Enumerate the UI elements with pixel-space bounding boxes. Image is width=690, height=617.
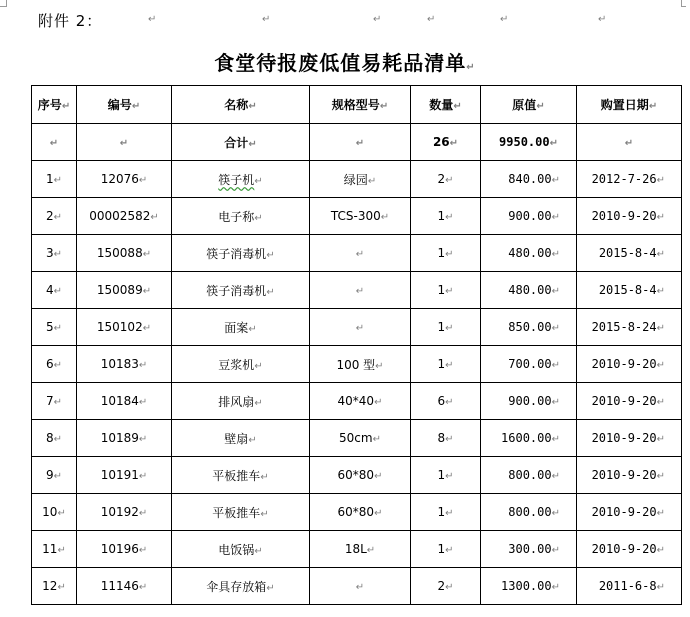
table-row <box>32 346 682 383</box>
date-cell: 2010-9-20↵ <box>577 531 682 568</box>
spec-cell: 60*80↵ <box>310 494 411 531</box>
name-cell: 电子称↵ <box>172 198 310 235</box>
paragraph-mark: ↵ <box>427 14 436 25</box>
code-cell: 10184↵ <box>77 383 172 420</box>
code-cell: 10183↵ <box>77 346 172 383</box>
value-cell: 700.00↵ <box>481 346 577 383</box>
paragraph-mark: ↵ <box>148 14 157 25</box>
table-row <box>32 494 682 531</box>
name-cell: 面案↵ <box>172 309 310 346</box>
paragraph-mark: ↵ <box>500 14 509 25</box>
spec-cell: ↵ <box>310 272 411 309</box>
value-cell: 480.00↵ <box>481 235 577 272</box>
seq-cell: 11↵ <box>32 531 77 568</box>
quantity-cell: 6↵ <box>411 383 481 420</box>
value-cell: 840.00↵ <box>481 161 577 198</box>
name-cell: 平板推车↵ <box>172 494 310 531</box>
name-cell: 筷子消毒机↵ <box>172 235 310 272</box>
seq-cell: 5↵ <box>32 309 77 346</box>
date-cell: 2011-6-8↵ <box>577 568 682 605</box>
table-row <box>32 198 682 235</box>
code-cell: 10196↵ <box>77 531 172 568</box>
date-cell: 2010-9-20↵ <box>577 494 682 531</box>
table-row <box>32 531 682 568</box>
quantity-cell: 1↵ <box>411 235 481 272</box>
table-row <box>32 420 682 457</box>
spec-cell: ↵ <box>310 568 411 605</box>
spec-cell: ↵ <box>310 235 411 272</box>
date-cell: 2012-7-26↵ <box>577 161 682 198</box>
column-header: 规格型号↵ <box>310 86 411 124</box>
code-cell: 11146↵ <box>77 568 172 605</box>
quantity-cell: 2↵ <box>411 161 481 198</box>
table-row <box>32 568 682 605</box>
seq-cell: 4↵ <box>32 272 77 309</box>
name-cell: 电饭锅↵ <box>172 531 310 568</box>
date-cell: 2010-9-20↵ <box>577 346 682 383</box>
paragraph-mark: ↵ <box>598 14 607 25</box>
column-header: 序号↵ <box>32 86 77 124</box>
paragraph-mark: ↵ <box>373 14 382 25</box>
spec-cell: 绿园↵ <box>310 161 411 198</box>
total-quantity-cell: 26↵ <box>411 124 481 161</box>
name-cell: 壁扇↵ <box>172 420 310 457</box>
column-header: 购置日期↵ <box>577 86 682 124</box>
total-seq-cell: ↵ <box>32 124 77 161</box>
seq-cell: 7↵ <box>32 383 77 420</box>
spec-cell: 40*40↵ <box>310 383 411 420</box>
code-cell: 10189↵ <box>77 420 172 457</box>
seq-cell: 12↵ <box>32 568 77 605</box>
total-code-cell: ↵ <box>77 124 172 161</box>
quantity-cell: 2↵ <box>411 568 481 605</box>
column-header: 名称↵ <box>172 86 310 124</box>
name-cell: 筷子机↵ <box>172 161 310 198</box>
spec-cell: TCS-300↵ <box>310 198 411 235</box>
document-title-text: 食堂待报废低值易耗品清单 <box>214 51 467 75</box>
table-row <box>32 235 682 272</box>
paragraph-mark: ↵ <box>262 14 271 25</box>
name-cell: 排风扇↵ <box>172 383 310 420</box>
total-date-cell: ↵ <box>577 124 682 161</box>
quantity-cell: 1↵ <box>411 309 481 346</box>
value-cell: 300.00↵ <box>481 531 577 568</box>
code-cell: 10192↵ <box>77 494 172 531</box>
paragraph-mark: ↵ <box>466 62 476 73</box>
seq-cell: 2↵ <box>32 198 77 235</box>
table-row <box>32 457 682 494</box>
seq-cell: 3↵ <box>32 235 77 272</box>
date-cell: 2015-8-24↵ <box>577 309 682 346</box>
quantity-cell: 1↵ <box>411 198 481 235</box>
seq-cell: 10↵ <box>32 494 77 531</box>
spec-cell: 60*80↵ <box>310 457 411 494</box>
value-cell: 900.00↵ <box>481 198 577 235</box>
date-cell: 2010-9-20↵ <box>577 383 682 420</box>
date-cell: 2015-8-4↵ <box>577 272 682 309</box>
name-cell: 伞具存放箱↵ <box>172 568 310 605</box>
seq-cell: 6↵ <box>32 346 77 383</box>
code-cell: 12076↵ <box>77 161 172 198</box>
inventory-table <box>31 85 682 605</box>
date-cell: 2010-9-20↵ <box>577 420 682 457</box>
spec-cell: ↵ <box>310 309 411 346</box>
code-cell: 150089↵ <box>77 272 172 309</box>
quantity-cell: 1↵ <box>411 494 481 531</box>
column-header: 数量↵ <box>411 86 481 124</box>
total-value-cell: 9950.00↵ <box>481 124 577 161</box>
quantity-cell: 8↵ <box>411 420 481 457</box>
value-cell: 1300.00↵ <box>481 568 577 605</box>
spec-cell: 100 型↵ <box>310 346 411 383</box>
page-corner-mark <box>0 0 7 7</box>
table-header-row <box>32 86 682 124</box>
value-cell: 1600.00↵ <box>481 420 577 457</box>
attachment-label <box>38 10 102 31</box>
value-cell: 480.00↵ <box>481 272 577 309</box>
date-cell: 2010-9-20↵ <box>577 198 682 235</box>
quantity-cell: 1↵ <box>411 531 481 568</box>
table-row <box>32 309 682 346</box>
code-cell: 00002582↵ <box>77 198 172 235</box>
document-title <box>0 47 690 76</box>
table-row <box>32 272 682 309</box>
spec-cell: 50cm↵ <box>310 420 411 457</box>
quantity-cell: 1↵ <box>411 272 481 309</box>
seq-cell: 1↵ <box>32 161 77 198</box>
total-label-cell: 合计↵ <box>172 124 310 161</box>
quantity-cell: 1↵ <box>411 346 481 383</box>
code-cell: 150102↵ <box>77 309 172 346</box>
seq-cell: 8↵ <box>32 420 77 457</box>
total-row <box>32 124 682 161</box>
value-cell: 900.00↵ <box>481 383 577 420</box>
quantity-cell: 1↵ <box>411 457 481 494</box>
name-cell: 豆浆机↵ <box>172 346 310 383</box>
table-row <box>32 383 682 420</box>
table-row <box>32 161 682 198</box>
total-spec-cell: ↵ <box>310 124 411 161</box>
spec-cell: 18L↵ <box>310 531 411 568</box>
value-cell: 800.00↵ <box>481 457 577 494</box>
name-cell: 平板推车↵ <box>172 457 310 494</box>
attachment-text: 附件 2： <box>38 12 103 30</box>
code-cell: 10191↵ <box>77 457 172 494</box>
date-cell: 2010-9-20↵ <box>577 457 682 494</box>
column-header: 原值↵ <box>481 86 577 124</box>
seq-cell: 9↵ <box>32 457 77 494</box>
date-cell: 2015-8-4↵ <box>577 235 682 272</box>
name-cell: 筷子消毒机↵ <box>172 272 310 309</box>
page-corner-mark-right <box>681 0 686 7</box>
column-header: 编号↵ <box>77 86 172 124</box>
value-cell: 800.00↵ <box>481 494 577 531</box>
code-cell: 150088↵ <box>77 235 172 272</box>
value-cell: 850.00↵ <box>481 309 577 346</box>
